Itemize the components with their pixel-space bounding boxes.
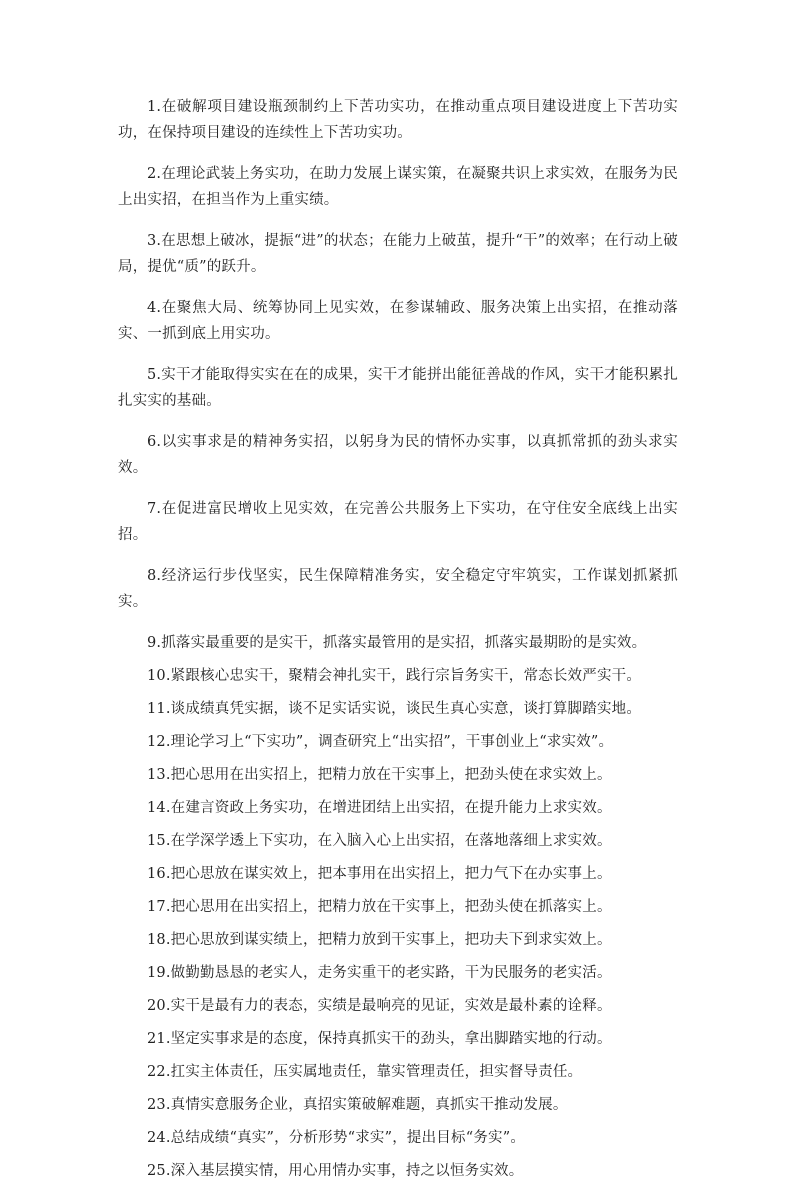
paragraph-14: 14.在建言资政上务实功，在增进团结上出实招，在提升能力上求实效。 bbox=[147, 800, 612, 816]
paragraph-11: 11.谈成绩真凭实据，谈不足实话实说，谈民生真心实意，谈打算脚踏实地。 bbox=[147, 701, 642, 717]
paragraph-22: 22.扛实主体责任，压实属地责任，靠实管理责任，担实督导责任。 bbox=[147, 1064, 583, 1080]
document-page bbox=[118, 94, 678, 1191]
paragraph-3: 3.在思想上破冰，提振“进”的状态；在能力上破茧，提升“干”的效率；在行动上破局，提优“质”的跃升。 bbox=[118, 233, 678, 275]
paragraph-19: 19.做勤勤恳恳的老实人，走务实重干的老实路，干为民服务的老实活。 bbox=[147, 965, 612, 981]
paragraph-21: 21.坚定实事求是的态度，保持真抓实干的劲头，拿出脚踏实地的行动。 bbox=[147, 1031, 612, 1047]
paragraph-4: 4.在聚焦大局、统筹协同上见实效，在参谋辅政、服务决策上出实招，在推动落实、一抓到底上用实功。 bbox=[118, 300, 678, 342]
paragraph-18: 18.把心思放到谋实绩上，把精力放到干实事上，把功夫下到求实效上。 bbox=[147, 932, 612, 948]
paragraph-8: 8.经济运行步伐坚实，民生保障精准务实，安全稳定守牢筑实，工作谋划抓紧抓实。 bbox=[118, 568, 678, 610]
paragraph-23: 23.真情实意服务企业，真招实策破解难题，真抓实干推动发展。 bbox=[147, 1097, 568, 1113]
paragraph-7: 7.在促进富民增收上见实效，在完善公共服务上下实功，在守住安全底线上出实招。 bbox=[118, 501, 678, 543]
paragraph-25: 25.深入基层摸实情，用心用情办实事，持之以恒务实效。 bbox=[147, 1163, 524, 1179]
paragraph-2: 2.在理论武装上务实功，在助力发展上谋实策，在凝聚共识上求实效，在服务为民上出实招，在担当作为上重实绩。 bbox=[118, 166, 678, 208]
paragraph-13: 13.把心思用在出实招上，把精力放在干实事上，把劲头使在求实效上。 bbox=[147, 767, 612, 783]
paragraph-1: 1.在破解项目建设瓶颈制约上下苦功实功，在推动重点项目建设进度上下苦功实功，在保持项目建设的连续性上下苦功实功。 bbox=[118, 99, 678, 141]
paragraph-15: 15.在学深学透上下实功，在入脑入心上出实招，在落地落细上求实效。 bbox=[147, 833, 612, 849]
paragraph-6: 6.以实事求是的精神务实招，以躬身为民的情怀办实事，以真抓常抓的劲头求实效。 bbox=[118, 434, 678, 476]
paragraph-10: 10.紧跟核心忠实干，聚精会神扎实干，践行宗旨务实干，常态长效严实干。 bbox=[147, 668, 642, 684]
paragraph-12: 12.理论学习上“下实功”，调查研究上“出实招”，干事创业上“求实效”。 bbox=[147, 734, 614, 750]
paragraph-5: 5.实干才能取得实实在在的成果，实干才能拼出能征善战的作风，实干才能积累扎扎实实的基础。 bbox=[118, 367, 678, 409]
paragraph-20: 20.实干是最有力的表态，实绩是最响亮的见证，实效是最朴素的诠释。 bbox=[147, 998, 612, 1014]
paragraph-9: 9.抓落实最重要的是实干，抓落实最管用的是实招，抓落实最期盼的是实效。 bbox=[147, 635, 647, 651]
paragraph-24: 24.总结成绩“真实”，分析形势“求实”，提出目标“务实”。 bbox=[147, 1130, 526, 1146]
paragraph-17: 17.把心思用在出实招上，把精力放在干实事上，把劲头使在抓落实上。 bbox=[147, 899, 612, 915]
paragraph-16: 16.把心思放在谋实效上，把本事用在出实招上，把力气下在办实事上。 bbox=[147, 866, 612, 882]
